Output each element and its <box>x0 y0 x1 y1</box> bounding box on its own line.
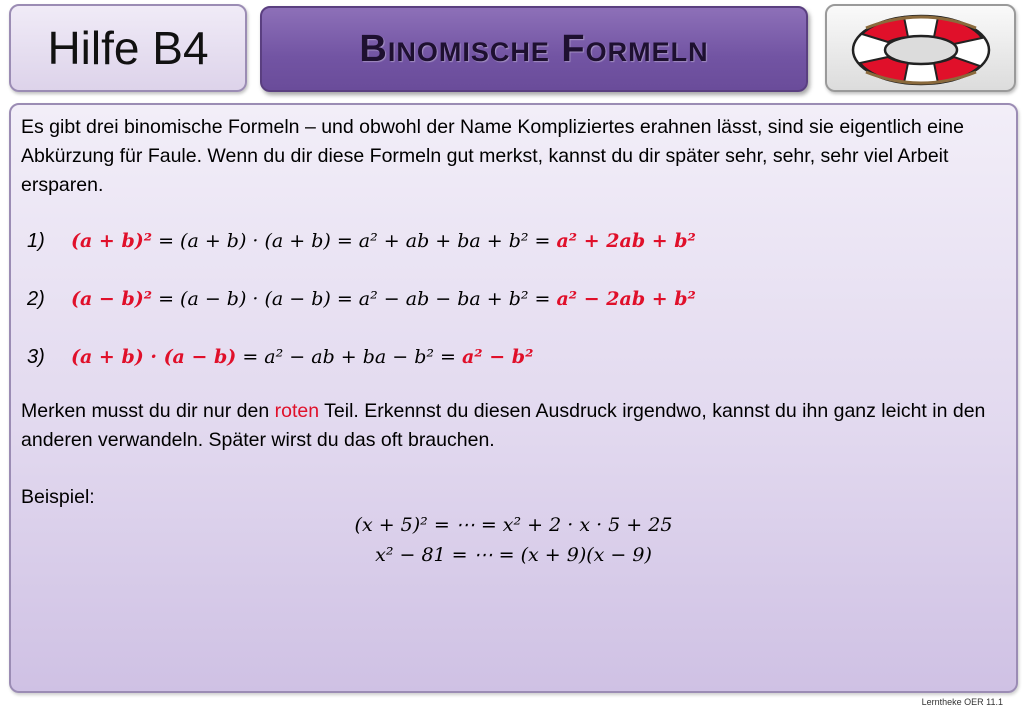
formula-number: 2) <box>27 288 45 310</box>
hilfe-label: Hilfe B4 <box>47 22 209 74</box>
formula-middle: = (a + b) · (a + b) = a² + ab + ba + b² = <box>152 230 557 252</box>
example-1: (x + 5)² = ⋯ = x² + 2 · x · 5 + 25 <box>354 514 673 536</box>
merken-text-before: Merken musst du dir nur den <box>21 400 275 422</box>
merken-red-word: roten <box>274 400 320 422</box>
beispiel-label: Beispiel: <box>21 486 95 508</box>
formula-2 <box>27 282 696 316</box>
hilfe-label-box <box>9 4 247 92</box>
formula-number: 1) <box>27 230 45 252</box>
page-title: Binomische Formeln <box>359 27 709 70</box>
help-icon-box <box>825 4 1016 92</box>
formula-rhs: a² − 2ab + b² <box>556 288 696 310</box>
formula-middle: = (a − b) · (a − b) = a² − ab − ba + b² = <box>152 288 557 310</box>
example-2: x² − 81 = ⋯ = (x + 9)(x − 9) <box>375 544 652 566</box>
footer-label: Lerntheke OER 11.1 <box>921 697 1003 707</box>
formula-lhs: (a + b)² <box>71 230 153 252</box>
life-ring-icon <box>846 8 996 88</box>
formula-3 <box>27 340 533 374</box>
formula-lhs: (a + b) · (a − b) <box>71 346 237 368</box>
merken-paragraph <box>21 397 1006 455</box>
title-banner <box>260 6 808 92</box>
formula-number: 3) <box>27 346 45 368</box>
formula-1 <box>27 224 696 258</box>
formula-rhs: a² + 2ab + b² <box>556 230 696 252</box>
formula-rhs: a² − b² <box>462 346 534 368</box>
formula-middle: = a² − ab + ba − b² = <box>236 346 462 368</box>
merken-text-after: Teil. Erkennst du diesen Ausdruck irgendwo, kannst du ihn ganz leicht in den anderen verwandeln. Später wirst du das oft brauchen. <box>21 400 986 451</box>
intro-paragraph: Es gibt drei binomische Formeln – und obwohl der Name Kompliziertes erahnen lässt, sind sie eigentlich eine Abkürzung für Faule. Wenn du dir diese Formeln gut merkst, kannst du dir später sehr, sehr, sehr viel Arbeit ersparen. <box>21 116 964 196</box>
formula-lhs: (a − b)² <box>71 288 153 310</box>
